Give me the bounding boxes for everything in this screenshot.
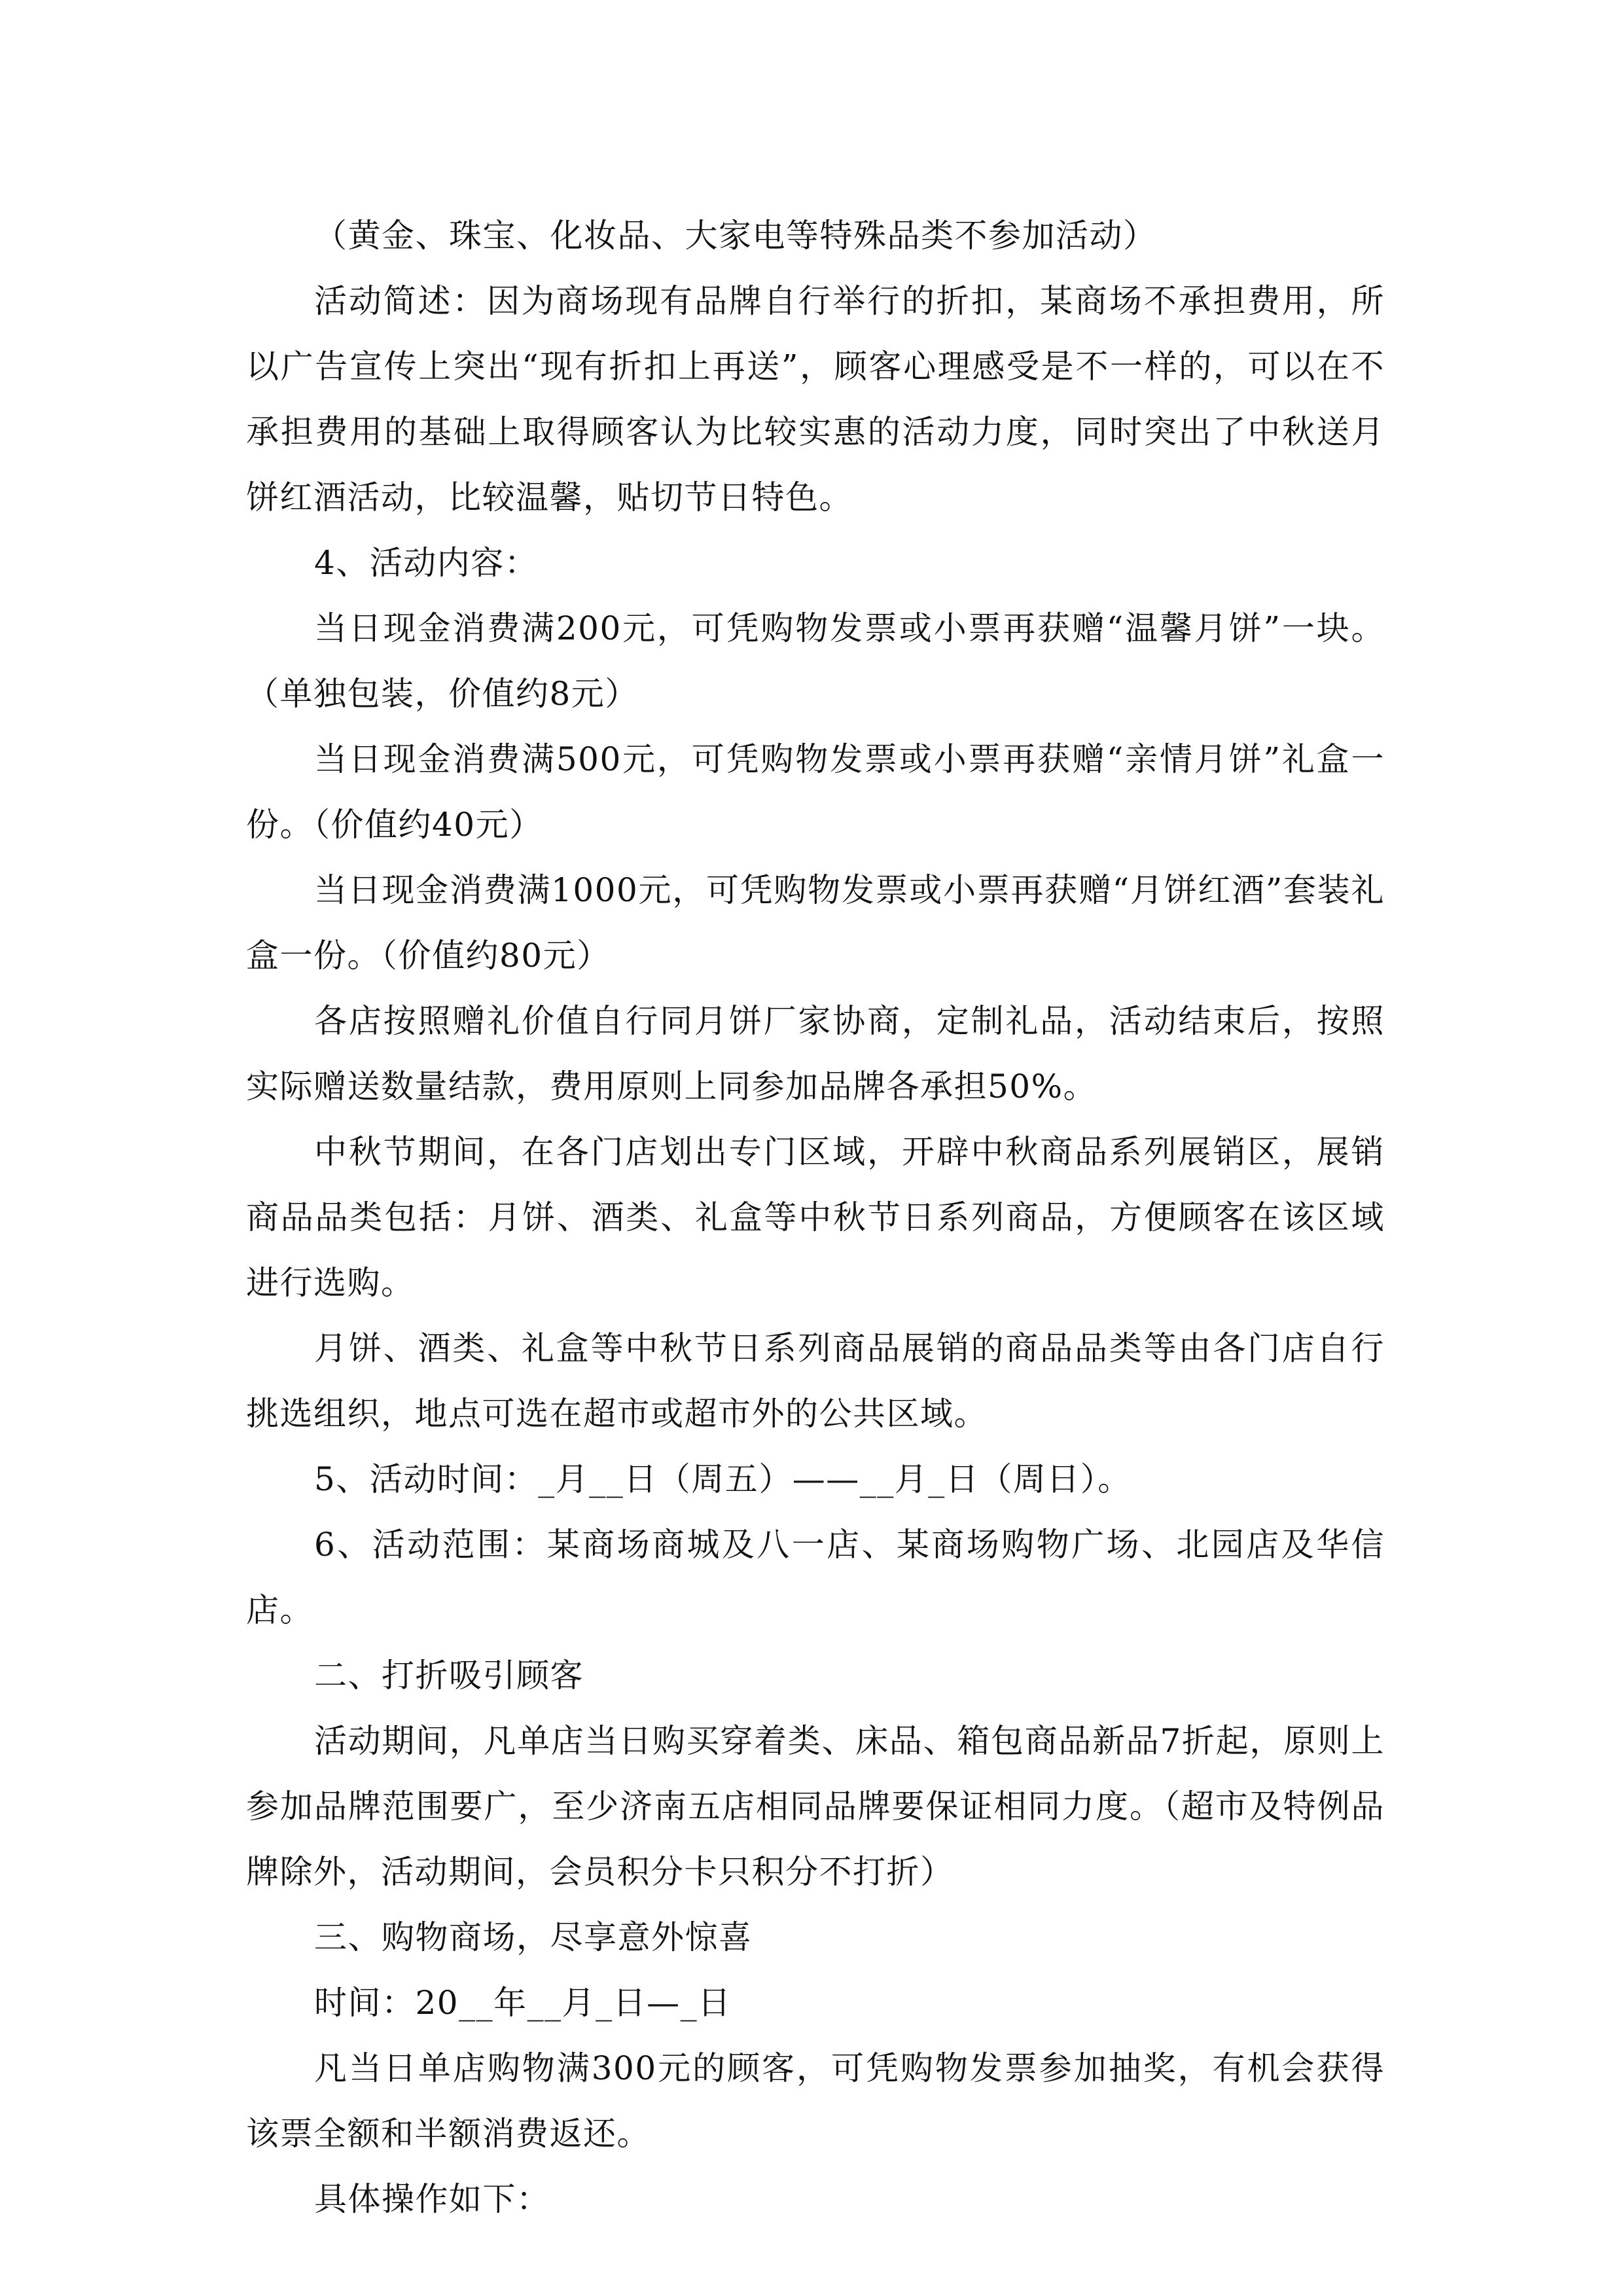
paragraph-surprise-time: 时间：20__年__月_日—_日 xyxy=(314,1984,732,2022)
paragraph-gift-200: 当日现金消费满200元，可凭购物发票或小票再获赠“温馨月饼”一块。（单独包装，价值约8元） xyxy=(246,609,1385,713)
paragraph-gift-1000: 当日现金消费满1000元，可凭购物发票或小票再获赠“月饼红酒”套装礼盒一份。（价值约80元） xyxy=(246,871,1385,975)
paragraph-discount-details: 活动期间，凡单店当日购买穿着类、床品、箱包商品新品7折起，原则上参加品牌范围要广，至少济南五店相同品牌要保证相同力度。（超市及特例品牌除外，活动期间，会员积分卡只积分不打折） xyxy=(246,1722,1385,1891)
paragraph-excluded-categories: （黄金、珠宝、化妆品、大家电等特殊品类不参加活动） xyxy=(314,217,1157,255)
heading-activity-content: 4、活动内容： xyxy=(314,544,539,582)
paragraph-lottery: 凡当日单店购物满300元的顾客，可凭购物发票参加抽奖，有机会获得该票全额和半额消费返还。 xyxy=(246,2049,1385,2153)
heading-discount-section: 二、打折吸引顾客 xyxy=(314,1657,584,1695)
heading-activity-time: 5、活动时间：_月__日（周五）——__月_日（周日）。 xyxy=(314,1460,1132,1498)
document-body xyxy=(246,203,1385,2232)
paragraph-operation-intro: 具体操作如下： xyxy=(314,2180,550,2218)
paragraph-store-negotiation: 各店按照赠礼价值自行同月饼厂家协商，定制礼品，活动结束后，按照实际赠送数量结款，费用原则上同参加品牌各承担50%。 xyxy=(246,1002,1385,1105)
paragraph-exhibition-organization: 月饼、酒类、礼盒等中秋节日系列商品展销的商品品类等由各门店自行挑选组织，地点可选在超市或超市外的公共区域。 xyxy=(246,1329,1385,1433)
heading-activity-scope: 6、活动范围：某商场商城及八一店、某商场购物广场、北园店及华信店。 xyxy=(246,1526,1385,1629)
paragraph-exhibition-area: 中秋节期间，在各门店划出专门区域，开辟中秋商品系列展销区，展销商品品类包括：月饼、酒类、礼盒等中秋节日系列商品，方便顾客在该区域进行选购。 xyxy=(246,1133,1385,1302)
paragraph-activity-summary: 活动简述：因为商场现有品牌自行举行的折扣，某商场不承担费用，所以广告宣传上突出“现有折扣上再送”，顾客心理感受是不一样的，可以在不承担费用的基础上取得顾客认为比较实惠的活动力度，同时突出了中秋送月饼红酒活动，比较温馨，贴切节日特色。 xyxy=(246,282,1385,516)
paragraph-gift-500: 当日现金消费满500元，可凭购物发票或小票再获赠“亲情月饼”礼盒一份。（价值约40元） xyxy=(246,740,1385,844)
heading-surprise-section: 三、购物商场，尽享意外惊喜 xyxy=(314,1918,753,1956)
